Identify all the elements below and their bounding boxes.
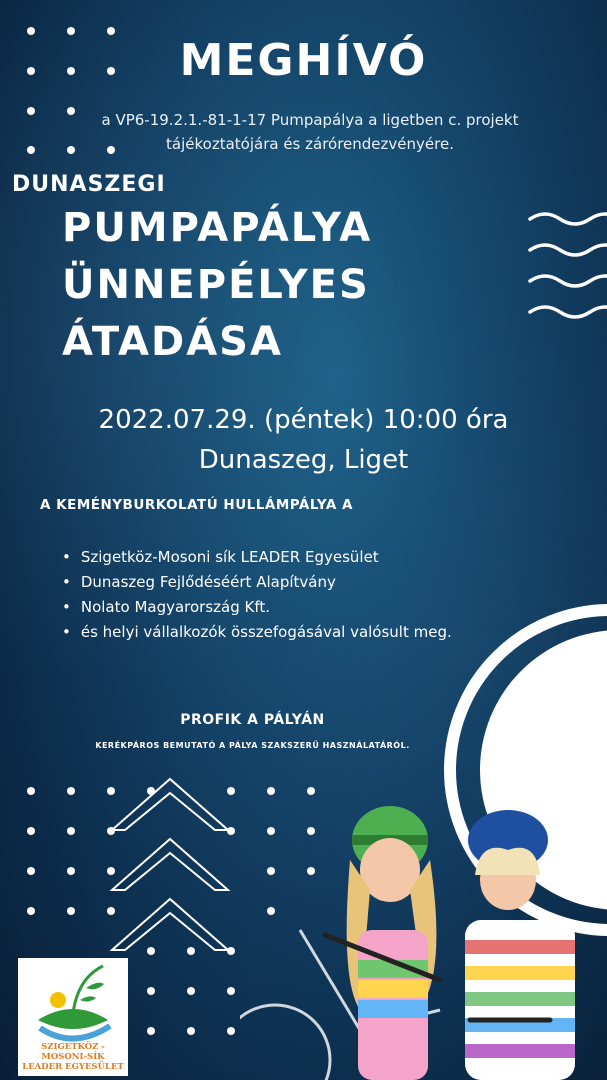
track-description: A KEMÉNYBURKOLATÚ HULLÁMPÁLYA A: [40, 497, 353, 513]
title: MEGHÍVÓ: [179, 35, 428, 86]
subtitle-line-1: a VP6-19.2.1.-81-1-17 Pumpapálya a ligetben c. projekt: [101, 111, 519, 129]
bemutato-text: KERÉKPÁROS BEMUTATÓ A PÁLYA SZAKSZERŰ HASZNÁLATÁRÓL.: [95, 741, 410, 750]
chevron-arrows-icon: [110, 775, 230, 985]
subtitle-line-2: tájékoztatójára és zárórendezvényére.: [166, 135, 454, 153]
heading-line-2: ÜNNEPÉLYES: [62, 262, 370, 308]
logo-text-line-2: LEADER EGYESÜLET: [22, 1062, 124, 1072]
heading-line-1: PUMPAPÁLYA: [62, 205, 373, 251]
dunaszegi-label: DUNASZEGI: [12, 172, 166, 197]
logo-text: [18, 1042, 128, 1072]
main-heading: [62, 200, 372, 371]
list-item: • és helyi vállalkozók összefogásával valósult meg.: [62, 620, 452, 645]
kids-on-bikes-image: [240, 780, 607, 1080]
waves-icon: [525, 205, 607, 345]
list-item: • Szigetköz-Mosoni sík LEADER Egyesület: [62, 545, 452, 570]
supporters-list: [62, 545, 452, 645]
event-info: [0, 400, 607, 480]
heading-line-3: ÁTADÁSA: [62, 319, 283, 365]
list-item: • Nolato Magyarország Kft.: [62, 595, 452, 620]
event-date: 2022.07.29. (péntek) 10:00 óra: [98, 405, 509, 435]
profik-heading: PROFIK A PÁLYÁN: [180, 712, 325, 728]
subtitle: [80, 108, 540, 156]
list-item: • Dunaszeg Fejlődéséért Alapítvány: [62, 570, 452, 595]
logo-text-line-1: SZIGETKÖZ - MOSONI-SÍK: [41, 1042, 105, 1062]
leader-logo: [18, 958, 128, 1076]
leader-logo-icon: [18, 958, 128, 1048]
event-place: Dunaszeg, Liget: [198, 445, 409, 475]
